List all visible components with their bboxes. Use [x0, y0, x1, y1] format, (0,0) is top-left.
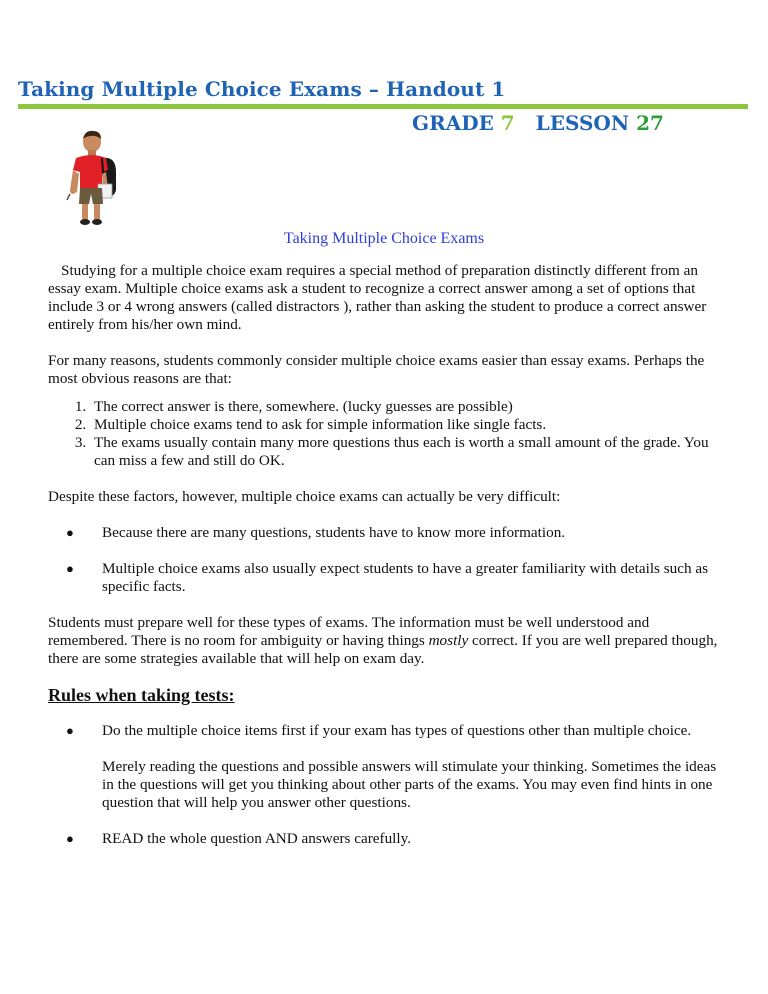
prepare-paragraph: Students must prepare well for these types of exams. The information must be well understood and remembered. There is no room for ambiguity or having things mostly correct. If you are well prepared though, there are some strategies available that will help on exam day. — [48, 614, 718, 667]
lesson-label: LESSON — [535, 111, 630, 135]
student-photo — [58, 128, 128, 228]
rules-list — [48, 722, 720, 848]
list-item: 2. Multiple choice exams tend to ask for simple information like single facts. — [90, 416, 720, 434]
section-subtitle: Taking Multiple Choice Exams — [283, 230, 485, 247]
rule-detail: Merely reading the questions and possible answers will stimulate your thinking. Sometimes the ideas in the questions will get you thinking about other parts of the exams. You may even find hints in one question that will help you answer other questions. — [102, 758, 717, 811]
bullet-icon: ● — [66, 723, 74, 738]
reasons-list — [48, 398, 720, 470]
bullet-icon: ● — [66, 831, 74, 846]
emphasis-mostly: mostly — [428, 632, 469, 649]
handout-title: Taking Multiple Choice Exams – Handout 1 — [18, 77, 506, 101]
bullet-icon: ● — [66, 561, 74, 576]
list-item: 3. The exams usually contain many more questions thus each is worth a small amount of the grade. You can miss a few and still do OK. — [90, 434, 720, 470]
grade-number: 7 — [500, 111, 515, 135]
despite-paragraph: Despite these factors, however, multiple choice exams can actually be very difficult: — [48, 488, 561, 505]
lesson-number: 27 — [636, 111, 664, 135]
document-body — [48, 262, 720, 848]
bullet-icon: ● — [66, 525, 74, 540]
list-item: ● Do the multiple choice items first if your exam has types of questions other than multiple choice. — [66, 722, 692, 739]
list-item: 1. The correct answer is there, somewhere. (lucky guesses are possible) — [90, 398, 720, 416]
header-divider — [18, 104, 748, 109]
rules-heading: Rules when taking tests: — [48, 685, 235, 705]
list-item: ● Because there are many questions, students have to know more information. — [66, 524, 566, 541]
list-item: ● READ the whole question AND answers carefully. — [66, 830, 412, 847]
reasons-intro: For many reasons, students commonly consider multiple choice exams easier than essay exams. Perhaps the most obvious reasons are that: — [48, 352, 705, 387]
grade-label: GRADE — [412, 111, 494, 135]
intro-paragraph: Studying for a multiple choice exam requires a special method of preparation distinctly different from an essay exam. Multiple choice exams ask a student to recognize a correct answer among a set of options that include 3 or 4 wrong answers (called distractors ), rather than asking the student to produce a correct answer entirely from his/her own mind. — [48, 262, 707, 333]
difficulties-list — [48, 524, 720, 596]
grade-lesson-heading — [412, 111, 664, 135]
list-item: ● Multiple choice exams also usually expect students to have a greater familiarity with details such as specific facts. — [66, 560, 709, 595]
